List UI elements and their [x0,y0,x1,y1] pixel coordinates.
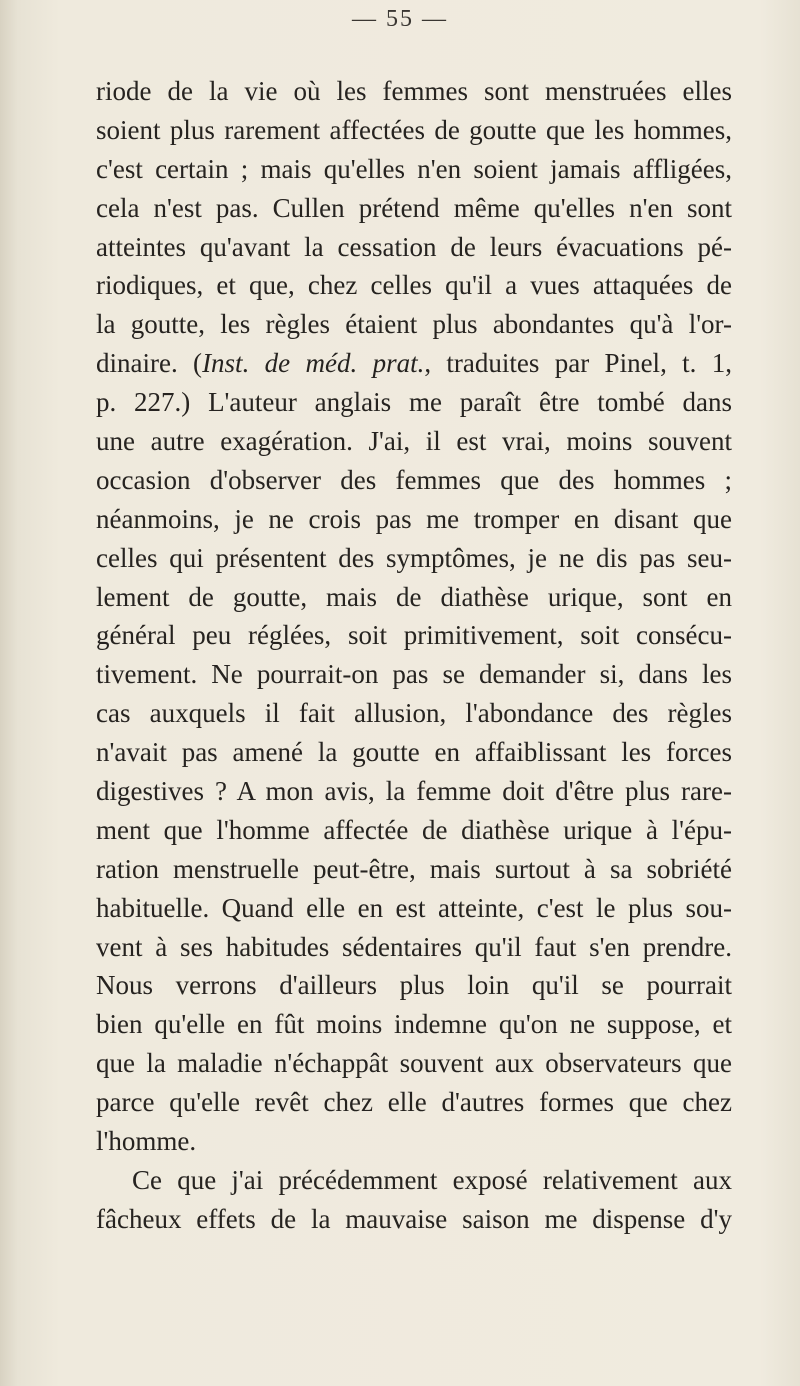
text-line: occasion d'observer des femmes que des hommes ; [96,464,732,495]
text-line: cela n'est pas. Cullen prétend même qu'elles n'en sont [96,192,732,223]
text-line: habituelle. Quand elle en est atteinte, c'est le plus sou- [96,892,732,923]
text-line-citation [96,344,732,383]
text-line-paragraph-start: Ce que j'ai précédemment exposé relativement aux [132,1164,732,1195]
text-line: ration menstruelle peut-être, mais surtout à sa sobriété [96,853,732,884]
text-line: vent à ses habitudes sédentaires qu'il faut s'en prendre. [96,931,732,962]
text-line: fâcheux effets de la mauvaise saison me dispense d'y [96,1203,732,1234]
page-number: — 55 — [352,6,448,32]
text-line: celles qui présentent des symptômes, je ne dis pas seu- [96,542,732,573]
text-line: la goutte, les règles étaient plus abondantes qu'à l'or- [96,309,732,340]
text-line: ment que l'homme affectée de diathèse urique à l'épu- [96,814,732,845]
text-line: p. 227.) L'auteur anglais me paraît être tombé dans [96,387,732,418]
text-line: néanmoins, je ne crois pas me tromper en disant que [96,503,732,534]
text-line: atteintes qu'avant la cessation de leurs évacuations pé- [96,231,732,262]
text-line-paragraph-end: l'homme. [96,1126,197,1157]
citation-before: dinaire. ( [96,348,203,379]
body-text [96,72,732,1239]
text-line: soient plus rarement affectées de goutte que les hommes, [96,114,732,145]
text-line: cas auxquels il fait allusion, l'abondance des règles [96,698,732,729]
text-line: tivement. Ne pourrait-on pas se demander si, dans les [96,659,732,690]
text-line: riode de la vie où les femmes sont menstruées elles [96,76,732,106]
text-line: riodiques, et que, chez celles qu'il a vues attaquées de [96,270,732,301]
text-line: lement de goutte, mais de diathèse urique, sont en [96,581,732,612]
citation-title: Inst. de méd. prat. [202,348,425,379]
text-line: une autre exagération. J'ai, il est vrai, moins souvent [96,426,732,457]
text-line: général peu réglées, soit primitivement, soit consécu- [96,620,732,651]
text-line: parce qu'elle revêt chez elle d'autres formes que chez [96,1087,732,1118]
text-line: bien qu'elle en fût moins indemne qu'on ne suppose, et [96,1009,732,1040]
citation-after: , traduites par Pinel, t. 1, [424,348,733,379]
text-line: que la maladie n'échappât souvent aux observateurs que [96,1048,732,1079]
text-line: c'est certain ; mais qu'elles n'en soient jamais affligées, [96,153,732,184]
text-line: Nous verrons d'ailleurs plus loin qu'il se pourrait [96,970,732,1001]
text-line: digestives ? A mon avis, la femme doit d'être plus rare- [96,776,732,807]
text-line: n'avait pas amené la goutte en affaiblissant les forces [96,737,732,768]
